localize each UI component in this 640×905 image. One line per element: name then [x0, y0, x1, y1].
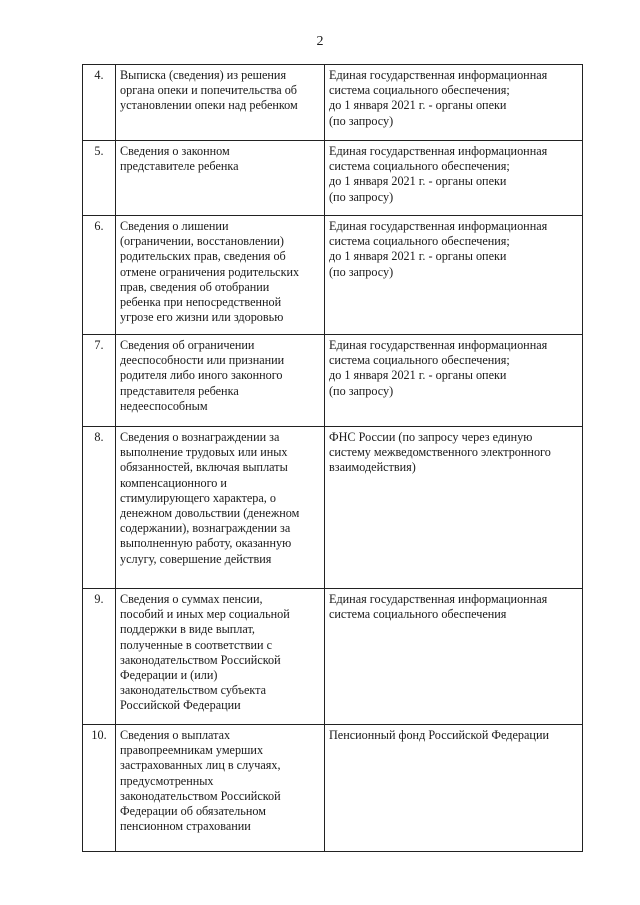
document-source: Единая государственная информационная система социального обеспечения; до 1 января 2021 г. - органы опеки (по запросу) [325, 216, 583, 335]
document-source: Единая государственная информационная система социального обеспечения [325, 589, 583, 725]
row-number: 7. [83, 335, 116, 427]
table-row [83, 216, 583, 335]
document-source: ФНС России (по запросу через единую систему межведомственного электронного взаимодействия) [325, 427, 583, 589]
document-description: Сведения о выплатах правопреемникам умерших застрахованных лиц в случаях, предусмотренных законодательством Российской Федерации об обязательном пенсионном страховании [116, 725, 325, 852]
row-number: 5. [83, 141, 116, 216]
row-number: 4. [83, 65, 116, 141]
table-row [83, 65, 583, 141]
table-row [83, 427, 583, 589]
row-number: 9. [83, 589, 116, 725]
row-number: 6. [83, 216, 116, 335]
document-description: Сведения о вознаграждении за выполнение трудовых или иных обязанностей, включая выплаты компенсационного и стимулирующего характера, о денежном довольствии (денежном содержании), вознаграждении за выполненную работу, оказанную услугу, совершение действия [116, 427, 325, 589]
document-source: Единая государственная информационная система социального обеспечения; до 1 января 2021 г. - органы опеки (по запросу) [325, 335, 583, 427]
row-number: 10. [83, 725, 116, 852]
documents-table [82, 64, 583, 852]
document-description: Сведения об ограничении дееспособности или признании родителя либо иного законного представителя ребенка недееспособным [116, 335, 325, 427]
document-description: Сведения о законном представителе ребенка [116, 141, 325, 216]
page-number: 2 [316, 34, 324, 49]
document-description: Выписка (сведения) из решения органа опеки и попечительства об установлении опеки над ребенком [116, 65, 325, 141]
document-description: Сведения о суммах пенсии, пособий и иных мер социальной поддержки в виде выплат, полученные в соответствии с законодательством Российской Федерации и (или) законодательством субъекта Российской Федерации [116, 589, 325, 725]
document-description: Сведения о лишении (ограничении, восстановлении) родительских прав, сведения об отмене ограничения родительских прав, сведения об отобрании ребенка при непосредственной угрозе его жизни или здоровью [116, 216, 325, 335]
row-number: 8. [83, 427, 116, 589]
document-source: Единая государственная информационная система социального обеспечения; до 1 января 2021 г. - органы опеки (по запросу) [325, 65, 583, 141]
document-source: Единая государственная информационная система социального обеспечения; до 1 января 2021 г. - органы опеки (по запросу) [325, 141, 583, 216]
table-row [83, 141, 583, 216]
document-source: Пенсионный фонд Российской Федерации [325, 725, 583, 852]
table-row [83, 725, 583, 852]
table-row [83, 589, 583, 725]
table-row [83, 335, 583, 427]
